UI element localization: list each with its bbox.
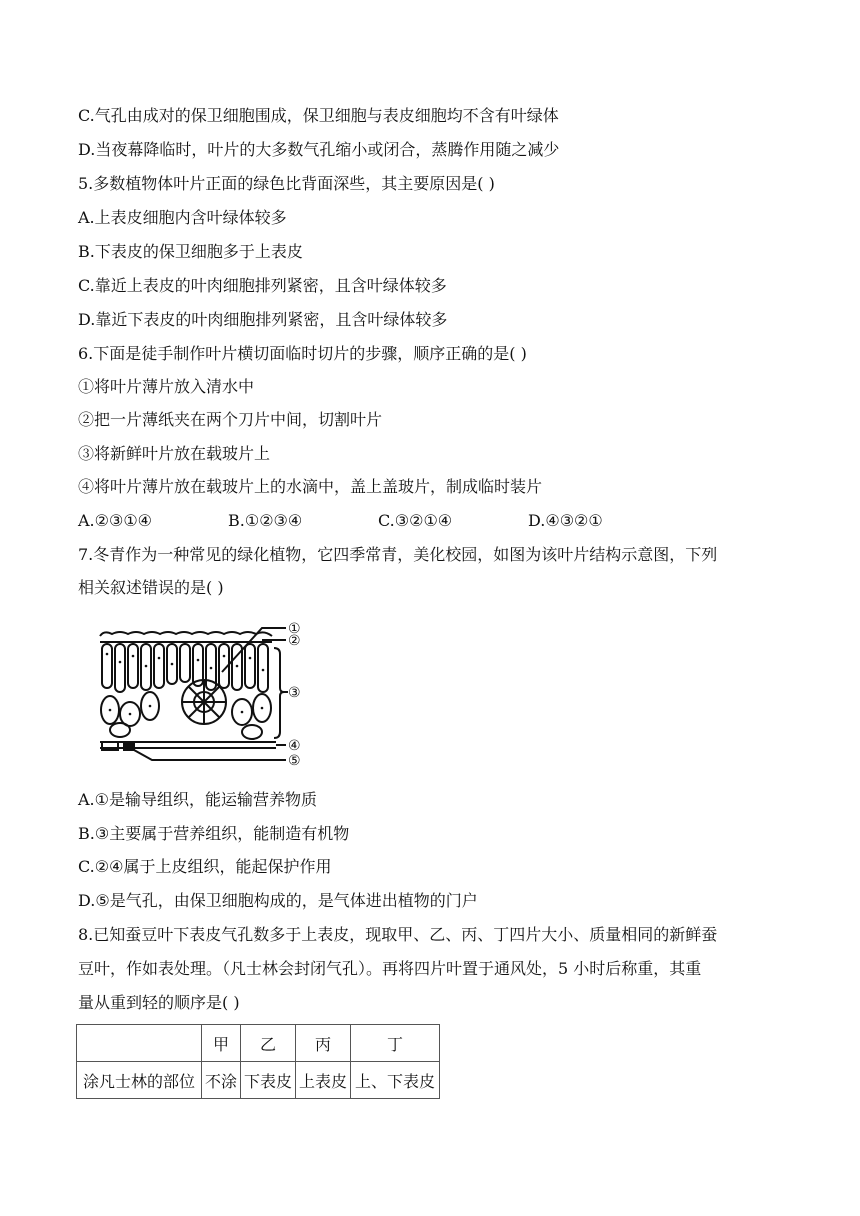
table-cell: 涂凡士林的部位 <box>77 1062 202 1099</box>
table-cell: 上表皮 <box>296 1062 351 1099</box>
label-4: ④ <box>288 738 301 754</box>
table-header-cell: 乙 <box>241 1025 296 1062</box>
table-cell: 上、下表皮 <box>351 1062 440 1099</box>
question-5-stem: 5.多数植物体叶片正面的绿色比背面深些，其主要原因是( ) <box>78 174 495 193</box>
vaseline-treatment-table <box>76 1024 440 1099</box>
q7-option-c: C.②④属于上皮组织，能起保护作用 <box>78 857 332 876</box>
label-1: ① <box>288 621 301 637</box>
question-8-stem-line2: 豆叶，作如表处理。（凡士林会封闭气孔）。再将四片叶置于通风处，5 小时后称重，其重 <box>78 959 702 978</box>
line-q4-d: D.当夜幕降临时，叶片的大多数气孔缩小或闭合，蒸腾作用随之减少 <box>78 140 560 159</box>
q6-step-4: ④将叶片薄片放在载玻片上的水滴中，盖上盖玻片，制成临时装片 <box>78 477 543 496</box>
table-header-cell <box>77 1025 202 1062</box>
label-5: ⑤ <box>288 753 301 769</box>
table-header-cell: 丙 <box>296 1025 351 1062</box>
q6-options <box>78 511 678 531</box>
q5-option-a: A.上表皮细胞内含叶绿体较多 <box>78 208 287 227</box>
question-8-stem-line1: 8.已知蚕豆叶下表皮气孔数多于上表皮，现取甲、乙、丙、丁四片大小、质量相同的新鲜蚕 <box>78 925 718 944</box>
q6-option-b: B.①②③④ <box>228 511 303 530</box>
line-q4-c: C.气孔由成对的保卫细胞围成，保卫细胞与表皮细胞均不含有叶绿体 <box>78 106 559 125</box>
q6-step-1: ①将叶片薄片放入清水中 <box>78 377 255 396</box>
q5-option-d: D.靠近下表皮的叶肉细胞排列紧密，且含叶绿体较多 <box>78 310 448 329</box>
label-2: ② <box>288 633 301 649</box>
table-header-cell: 甲 <box>202 1025 241 1062</box>
q5-option-c: C.靠近上表皮的叶肉细胞排列紧密，且含叶绿体较多 <box>78 276 447 295</box>
q6-step-2: ②把一片薄纸夹在两个刀片中间，切割叶片 <box>78 410 383 429</box>
label-3: ③ <box>288 685 301 701</box>
table-cell: 下表皮 <box>241 1062 296 1099</box>
question-7-stem-line1: 7.冬青作为一种常见的绿化植物，它四季常青，美化校园，如图为该叶片结构示意图，下列 <box>78 545 718 564</box>
table-cell: 不涂 <box>202 1062 241 1099</box>
q6-option-c: C.③②①④ <box>378 511 453 530</box>
question-8-stem-line3: 量从重到轻的顺序是( ) <box>78 993 240 1012</box>
q7-option-b: B.③主要属于营养组织，能制造有机物 <box>78 824 350 843</box>
q7-option-d: D.⑤是气孔，由保卫细胞构成的，是气体进出植物的门户 <box>78 891 478 910</box>
table-header-row <box>77 1025 440 1062</box>
q7-option-a: A.①是输导组织，能运输营养物质 <box>78 790 317 809</box>
question-7-stem-line2: 相关叙述错误的是( ) <box>78 578 224 597</box>
table-header-cell: 丁 <box>351 1025 440 1062</box>
leaf-cross-section-diagram <box>92 614 332 770</box>
q6-step-3: ③将新鲜叶片放在载玻片上 <box>78 444 271 463</box>
q6-option-a: A.②③①④ <box>78 511 153 530</box>
q5-option-b: B.下表皮的保卫细胞多于上表皮 <box>78 242 303 261</box>
question-6-stem: 6.下面是徒手制作叶片横切面临时切片的步骤，顺序正确的是( ) <box>78 344 527 363</box>
table-row <box>77 1062 440 1099</box>
q6-option-d: D.④③②① <box>528 511 603 530</box>
